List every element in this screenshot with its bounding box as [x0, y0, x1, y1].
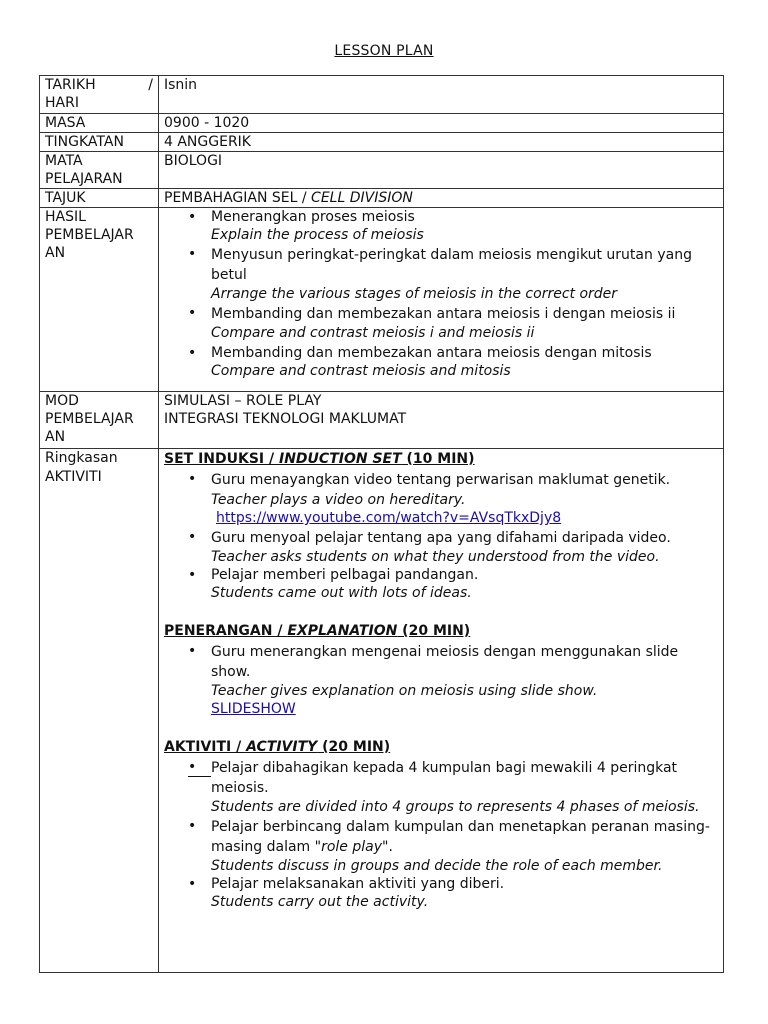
value-masa: 0900 - 1020: [159, 114, 724, 133]
document-title: LESSON PLAN: [334, 43, 434, 59]
list-item: [164, 642, 718, 718]
outcome-ms: Menyusun peringkat-peringkat dalam meiosis mengikut urutan yang betul: [211, 247, 692, 283]
heading-ms: PENERANGAN /: [164, 623, 288, 639]
tajuk-en: CELL DIVISION: [311, 190, 413, 206]
list-item: [164, 758, 718, 816]
outcome-en: Arrange the various stages of meiosis in the correct order: [211, 286, 618, 302]
activity-en: Students are divided into 4 groups to represents 4 phases of meiosis.: [211, 799, 700, 815]
list-item: [164, 470, 718, 527]
row-tajuk: [40, 189, 724, 208]
heading-en: EXPLANATION: [287, 623, 398, 639]
activity-ms: Guru menerangkan mengenai meiosis dengan menggunakan slide show.: [211, 644, 679, 680]
label-pembelajar-text: PEMBELAJAR: [45, 227, 134, 243]
activity-ms-italic: role play: [321, 839, 382, 855]
activity-en: Teacher gives explanation on meiosis using slide show.: [211, 683, 598, 699]
activity-en: Teacher plays a video on hereditary.: [211, 492, 466, 508]
youtube-link[interactable]: https://www.youtube.com/watch?v=AVsqTkxDjy8: [216, 510, 562, 526]
label-masa: MASA: [40, 114, 159, 133]
list-item: [164, 304, 718, 342]
heading-en: ACTIVITY: [246, 739, 318, 755]
row-tingkatan: [40, 133, 724, 152]
outcome-en: Compare and contrast meiosis and mitosis: [211, 363, 511, 379]
list-item: [164, 566, 718, 602]
bullet-icon: [188, 758, 211, 777]
section-heading-aktiviti: [164, 738, 718, 756]
activity-ms: Guru menayangkan video tentang perwarisan maklumat genetik.: [211, 472, 671, 488]
list-item: [164, 875, 718, 911]
outcome-ms: Membanding dan membezakan antara meiosis dengan mitosis: [211, 345, 652, 361]
label-mata-text: MATA: [45, 153, 83, 169]
activity-ms: Guru menyoal pelajar tentang apa yang difahami daripada video.: [211, 530, 671, 546]
label-tajuk: TAJUK: [40, 189, 159, 208]
label-mod-text: MOD: [45, 393, 79, 409]
row-hasil-pembelajaran: [40, 208, 724, 392]
value-hasil-pembelajaran: [159, 208, 724, 392]
value-mod-pembelajaran: [159, 392, 724, 449]
mod-line-1: SIMULASI – ROLE PLAY: [164, 393, 322, 409]
penerangan-list: [164, 642, 718, 718]
label-mata-pelajaran: [40, 152, 159, 189]
value-tajuk: [159, 189, 724, 208]
row-mata-pelajaran: [40, 152, 724, 189]
label-tarikh: [40, 76, 159, 114]
list-item: [164, 245, 718, 303]
label-ringkasan-text: Ringkasan: [45, 450, 118, 466]
heading-time: (10 MIN): [401, 451, 475, 467]
label-hari-text: HARI: [45, 95, 79, 111]
label-an-text: AN: [45, 429, 66, 445]
label-tarikh-text: TARIKH: [45, 77, 96, 93]
slideshow-link[interactable]: SLIDESHOW: [211, 701, 296, 717]
outcome-en: Compare and contrast meiosis i and meiosis ii: [211, 325, 535, 341]
activity-en: Teacher asks students on what they understood from the video.: [211, 549, 660, 565]
heading-ms: SET INDUKSI /: [164, 451, 279, 467]
heading-time: (20 MIN): [397, 623, 471, 639]
row-ringkasan-aktiviti: [40, 449, 724, 973]
label-ringkasan-aktiviti: [40, 449, 159, 973]
lesson-plan-table: [39, 75, 724, 973]
activity-en: Students discuss in groups and decide the role of each member.: [211, 858, 663, 874]
mod-line-2: INTEGRASI TEKNOLOGI MAKLUMAT: [164, 411, 407, 427]
value-tarikh: Isnin: [159, 76, 724, 114]
label-an-text: AN: [45, 245, 66, 261]
outcomes-list: [164, 208, 718, 380]
activity-ms-end: ".: [382, 839, 393, 855]
tajuk-ms: PEMBAHAGIAN SEL /: [164, 190, 312, 206]
row-mod-pembelajaran: [40, 392, 724, 449]
list-item: [164, 817, 718, 875]
label-hasil-text: HASIL: [45, 209, 86, 225]
section-heading-penerangan: [164, 622, 718, 640]
activity-en: Students carry out the activity.: [211, 894, 429, 910]
activity-ms: Pelajar dibahagikan kepada 4 kumpulan bagi mewakili 4 peringkat meiosis.: [211, 760, 678, 796]
heading-ms: AKTIVITI /: [164, 739, 247, 755]
outcome-en: Explain the process of meiosis: [211, 227, 424, 243]
label-pelajaran-text: PELAJARAN: [45, 171, 123, 187]
list-item: [164, 528, 718, 566]
list-item: [164, 344, 718, 380]
label-tingkatan: TINGKATAN: [40, 133, 159, 152]
label-aktiviti-text: AKTIVITI: [45, 469, 102, 485]
heading-time: (20 MIN): [317, 739, 391, 755]
list-item: [164, 208, 718, 244]
row-tarikh: [40, 76, 724, 114]
outcome-ms: Menerangkan proses meiosis: [211, 209, 415, 225]
activity-ms: Pelajar berbincang dalam kumpulan dan menetapkan peranan masing-masing dalam ": [211, 819, 710, 855]
heading-en: INDUCTION SET: [279, 451, 402, 467]
label-pembelajar-text: PEMBELAJAR: [45, 411, 134, 427]
activity-ms: Pelajar melaksanakan aktiviti yang diberi.: [211, 876, 505, 892]
value-tingkatan: 4 ANGGERIK: [159, 133, 724, 152]
row-masa: [40, 114, 724, 133]
label-hasil-pembelajaran: [40, 208, 159, 392]
activity-ms: Pelajar memberi pelbagai pandangan.: [211, 567, 479, 583]
activity-en: Students came out with lots of ideas.: [211, 585, 472, 601]
outcome-ms: Membanding dan membezakan antara meiosis i dengan meiosis ii: [211, 306, 676, 322]
aktiviti-list: [164, 758, 718, 911]
label-tarikh-slash: /: [148, 77, 153, 93]
value-ringkasan-aktiviti: [159, 449, 724, 973]
label-mod-pembelajaran: [40, 392, 159, 449]
set-induksi-list: [164, 470, 718, 602]
value-mata-pelajaran: BIOLOGI: [159, 152, 724, 189]
section-heading-set-induksi: [164, 450, 718, 468]
